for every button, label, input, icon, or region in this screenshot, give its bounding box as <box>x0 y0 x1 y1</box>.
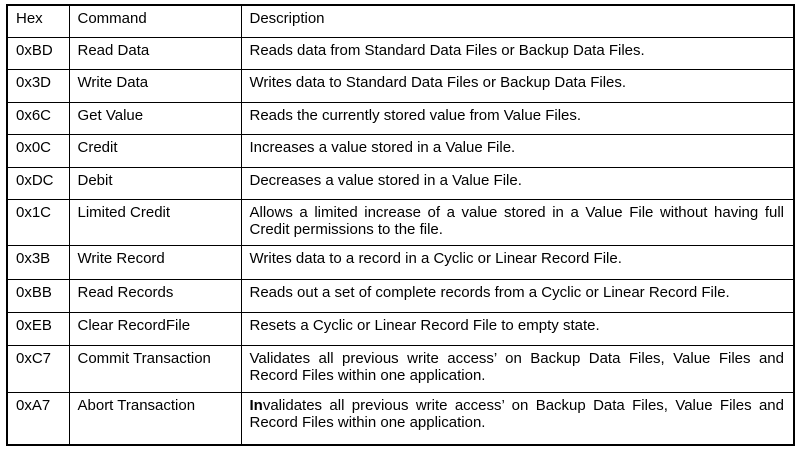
table-cell-description: Decreases a value stored in a Value File. <box>241 167 794 199</box>
header-description: Description <box>241 5 794 37</box>
table-cell-command: Write Data <box>69 69 241 102</box>
table-cell-description: Writes data to Standard Data Files or Backup Data Files. <box>241 69 794 102</box>
table-cell-command: Clear RecordFile <box>69 312 241 345</box>
header-hex: Hex <box>7 5 69 37</box>
table-cell-description: Increases a value stored in a Value File. <box>241 134 794 167</box>
table-row <box>7 345 794 392</box>
table-row <box>7 245 794 279</box>
table-row <box>7 102 794 134</box>
table-cell-description: Allows a limited increase of a value stored in a Value File without having full Credit permissions to the file. <box>241 199 794 245</box>
table-cell-hex: 0xBD <box>7 37 69 69</box>
table-cell-command: Commit Transaction <box>69 345 241 392</box>
table-cell-hex: 0x3D <box>7 69 69 102</box>
table-cell-description <box>241 392 794 445</box>
table-cell-command: Write Record <box>69 245 241 279</box>
table-cell-hex: 0x3B <box>7 245 69 279</box>
table-cell-command: Get Value <box>69 102 241 134</box>
table-cell-hex: 0xA7 <box>7 392 69 445</box>
description-bold-prefix: In <box>249 396 263 414</box>
table-row <box>7 392 794 445</box>
table-cell-command: Credit <box>69 134 241 167</box>
table-cell-command: Read Records <box>69 279 241 312</box>
table-row <box>7 199 794 245</box>
table-row <box>7 279 794 312</box>
table-row <box>7 167 794 199</box>
header-command: Command <box>69 5 241 37</box>
table-cell-description: Reads the currently stored value from Value Files. <box>241 102 794 134</box>
command-table <box>6 4 795 446</box>
table-row <box>7 37 794 69</box>
table-cell-hex: 0xBB <box>7 279 69 312</box>
description-text: validates all previous write access’ on Backup Data Files, Value Files and Record Files within one application. <box>249 396 784 431</box>
table-cell-hex: 0x1C <box>7 199 69 245</box>
table-row <box>7 312 794 345</box>
table-cell-command: Read Data <box>69 37 241 69</box>
table-cell-description: Writes data to a record in a Cyclic or Linear Record File. <box>241 245 794 279</box>
table-cell-hex: 0xEB <box>7 312 69 345</box>
table-cell-hex: 0x6C <box>7 102 69 134</box>
table-cell-description: Validates all previous write access’ on Backup Data Files, Value Files and Record Files within one application. <box>241 345 794 392</box>
table-cell-hex: 0xC7 <box>7 345 69 392</box>
table-row <box>7 134 794 167</box>
table-header-row <box>7 5 794 37</box>
table-cell-command: Abort Transaction <box>69 392 241 445</box>
table-cell-description: Reads data from Standard Data Files or Backup Data Files. <box>241 37 794 69</box>
table-cell-hex: 0x0C <box>7 134 69 167</box>
table-cell-command: Debit <box>69 167 241 199</box>
table-cell-hex: 0xDC <box>7 167 69 199</box>
table-cell-command: Limited Credit <box>69 199 241 245</box>
table-row <box>7 69 794 102</box>
table-cell-description: Reads out a set of complete records from a Cyclic or Linear Record File. <box>241 279 794 312</box>
table-cell-description: Resets a Cyclic or Linear Record File to empty state. <box>241 312 794 345</box>
